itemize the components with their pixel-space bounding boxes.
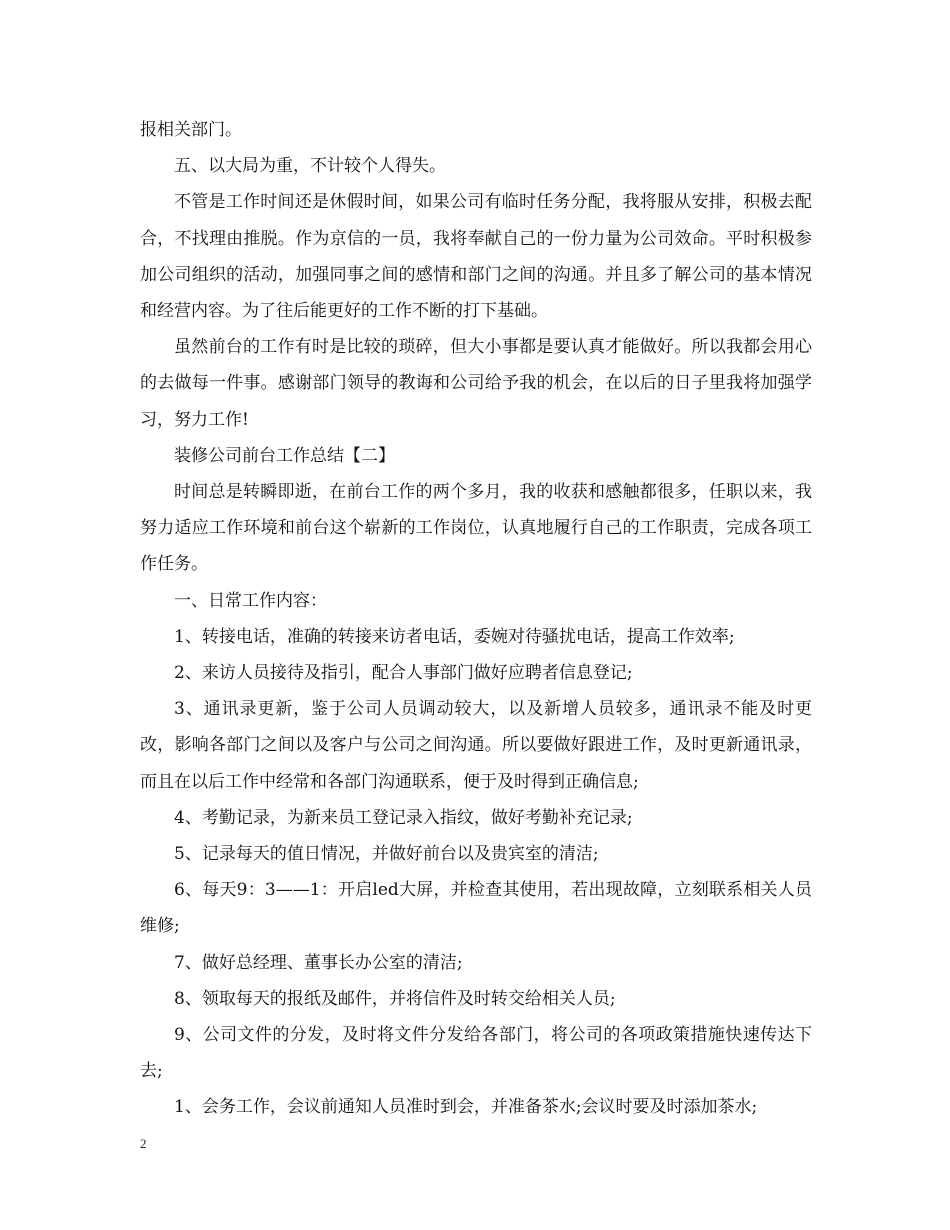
list-item: 1、转接电话，准确的转接来访者电话，委婉对待骚扰电话，提高工作效率;	[174, 626, 735, 647]
document-body	[140, 112, 812, 1126]
paragraph: 不管是工作时间还是休假时间，如果公司有临时任务分配，我将服从安排，积极去配合，不找理由推脱。作为京信的一员，我将奉献自己的一份力量为公司效命。平时积极参加公司组织的活动，加强同事之间的感情和部门之间的沟通。并且多了解公司的基本情况和经营内容。为了往后能更好的工作不断的打下基础。	[140, 192, 812, 322]
paragraph: 时间总是转瞬即逝，在前台工作的两个多月，我的收获和感触都很多，任职以来，我努力适应工作环境和前台这个崭新的工作岗位，认真地履行自己的工作职责，完成各项工作任务。	[140, 482, 812, 575]
page-number: 2	[140, 1136, 147, 1151]
list-item: 8、领取每天的报纸及邮件，并将信件及时转交给相关人员;	[174, 988, 616, 1009]
paragraph: 报相关部门。	[140, 120, 242, 140]
paragraph: 虽然前台的工作有时是比较的琐碎，但大小事都是要认真才能做好。所以我都会用心的去做每一件事。感谢部门领导的教诲和公司给予我的机会，在以后的日子里我将加强学习，努力工作!	[140, 337, 812, 430]
list-item: 5、记录每天的值日情况，并做好前台以及贵宾室的清洁;	[174, 844, 599, 865]
list-item: 6、每天9：3——1：开启led大屏，并检查其使用，若出现故障，立刻联系相关人员维修;	[140, 880, 812, 937]
list-item: 1、会务工作，会议前通知人员准时到会，并准备茶水;会议时要及时添加茶水;	[174, 1097, 758, 1118]
list-item: 9、公司文件的分发，及时将文件分发给各部门，将公司的各项政策措施快速传达下去;	[140, 1025, 812, 1082]
section-heading: 五、以大局为重，不计较个人得失。	[174, 156, 446, 177]
list-item: 7、做好总经理、董事长办公室的清洁;	[174, 952, 463, 973]
list-item: 4、考勤记录，为新来员工登记录入指纹，做好考勤补充记录;	[174, 807, 633, 828]
document-subtitle: 装修公司前台工作总结【二】	[174, 445, 395, 466]
section-heading: 一、日常工作内容：	[174, 590, 327, 611]
list-item: 3、通讯录更新，鉴于公司人员调动较大，以及新增人员较多，通讯录不能及时更改，影响各部门之间以及客户与公司之间沟通。所以要做好跟进工作，及时更新通讯录，而且在以后工作中经常和各部门沟通联系，便于及时得到正确信息;	[140, 699, 812, 792]
list-item: 2、来访人员接待及指引，配合人事部门做好应聘者信息登记;	[174, 663, 633, 684]
